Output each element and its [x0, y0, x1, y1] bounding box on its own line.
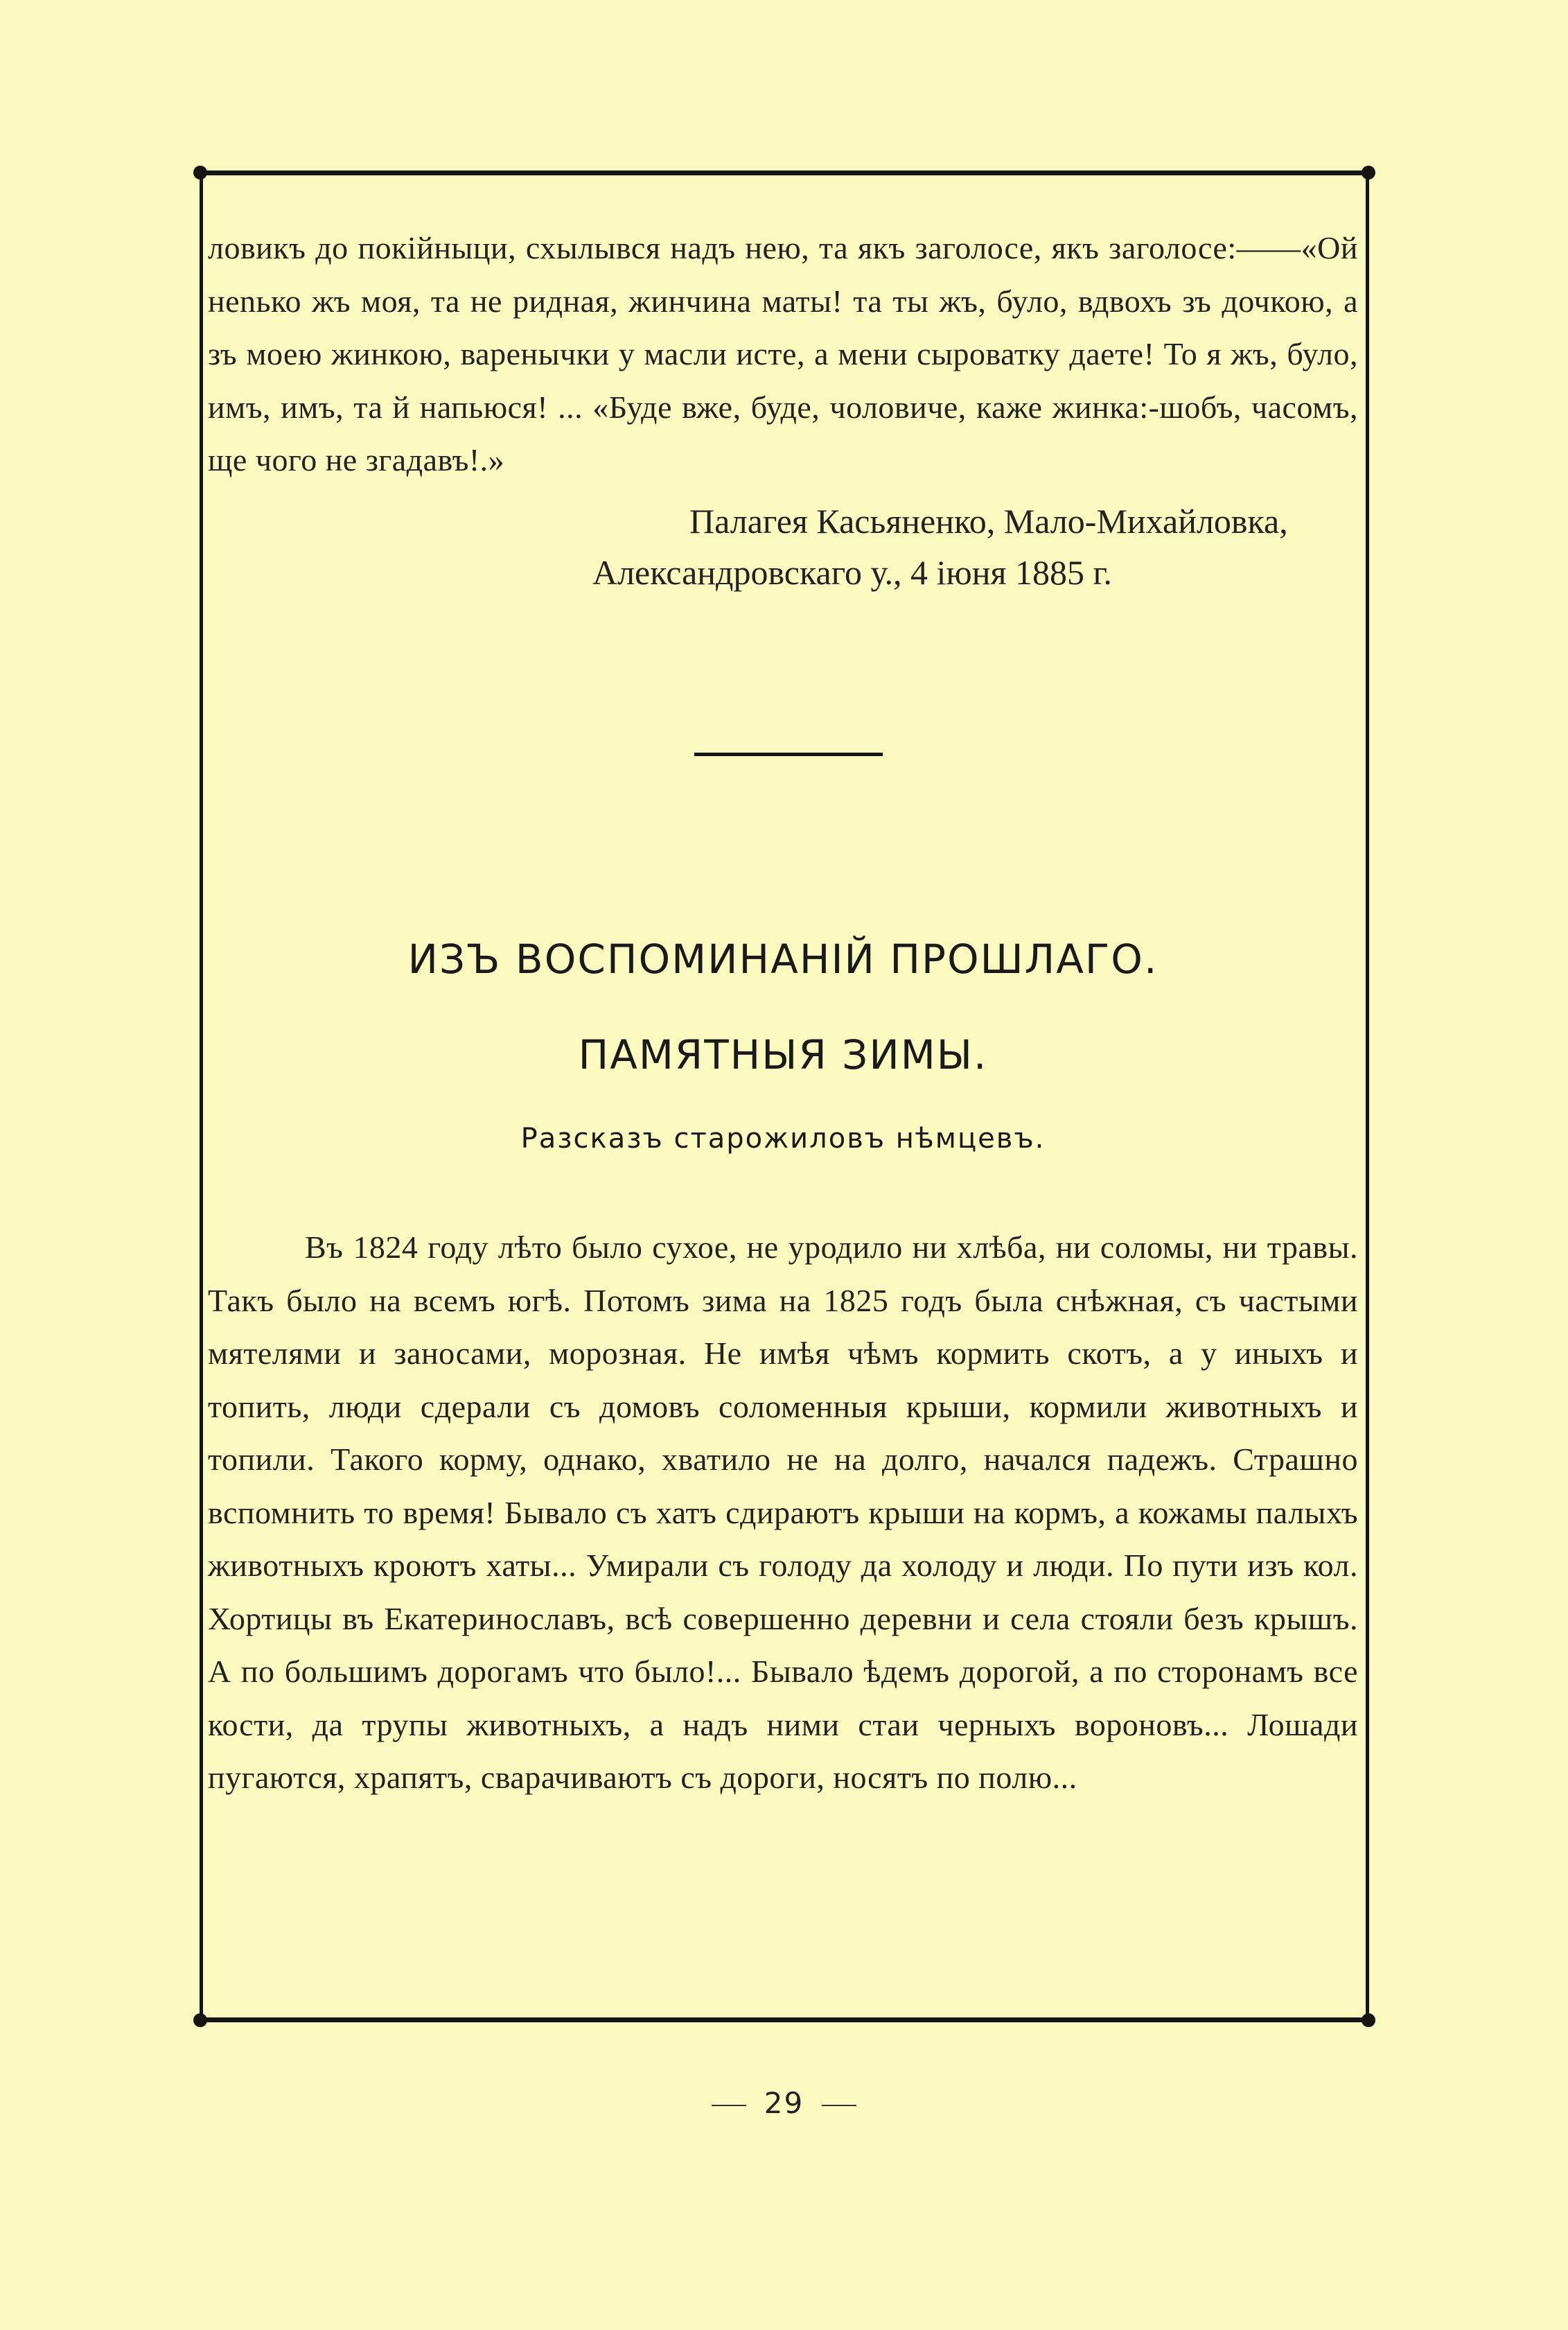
- corner-ornament: [193, 166, 207, 179]
- corner-ornament: [1362, 166, 1375, 179]
- dash-ornament: [712, 2105, 746, 2106]
- page-number-footer: [0, 2086, 1568, 2120]
- signature-line-1: Палагея Касьяненко, Мало-Михайловка,: [689, 501, 1288, 541]
- story-paragraph: Въ 1824 году лѣто было сухое, не уродило ни хлѣба, ни соломы, ни травы. Такъ было на всемъ югѣ. Потомъ зима на 1825 годъ была снѣжная, съ частыми мятелями и заносами, морозная. Не имѣя чѣмъ кормить скотъ, а у иныхъ и топить, люди сдерали съ домовъ соломенныя крыши, кормили животныхъ и топили. Такого корму, однако, хватило не на долго, начался падежъ. Страшно вспомнить то время! Бывало съ хатъ сдираютъ крыши на кормъ, а кожамы палыхъ животныхъ кроютъ хаты... Умирали съ голоду да холоду и люди. По пути изъ кол. Хортицы въ Екатеринославъ, всѣ совершенно деревни и села стояли безъ крышъ. А по большимъ дорогамъ что было!... Бывало ѣдемъ дорогой, а по сторонамъ все кости, да трупы животныхъ, а надъ ними стаи черныхъ вороновъ... Лошади пугаются, храпятъ, сварачиваютъ съ дороги, носятъ по полю...: [208, 1229, 1358, 1795]
- top-paragraph: ловикъ до покійныци, схылывся надъ нею, та якъ заголосе, якъ заголосе:——«Ой нenько жъ моя, та не ридная, жинчина маты! та ты жъ, було, вдвохъ зъ дочкою, а зъ моею жинкою, варенычки у масли исте, а мени сыроватку даете! То я жъ, було, имъ, имъ, та й напьюся! ... «Буде вже, буде, чоловиче, каже жинка:-шобъ, часомъ, ще чого не згадавъ!.»: [208, 230, 1358, 478]
- section-divider: [694, 753, 883, 756]
- signature: [208, 496, 1358, 598]
- corner-ornament: [1362, 2013, 1375, 2027]
- signature-line-2: Александровскаго у., 4 іюня 1885 г.: [592, 552, 1112, 592]
- top-section: [208, 222, 1358, 598]
- section-title: ИЗЪ ВОСПОМИНАНІЙ ПРОШЛАГО.: [407, 936, 1159, 983]
- page-number: 29: [764, 2086, 804, 2120]
- dash-ornament: [822, 2105, 856, 2106]
- corner-ornament: [193, 2013, 207, 2027]
- story-section: [208, 1221, 1358, 1805]
- story-subtitle: Разсказъ старожиловъ нѣмцевъ.: [520, 1123, 1046, 1155]
- section-subtitle-title: ПАМЯТНЫЯ ЗИМЫ.: [578, 1031, 988, 1078]
